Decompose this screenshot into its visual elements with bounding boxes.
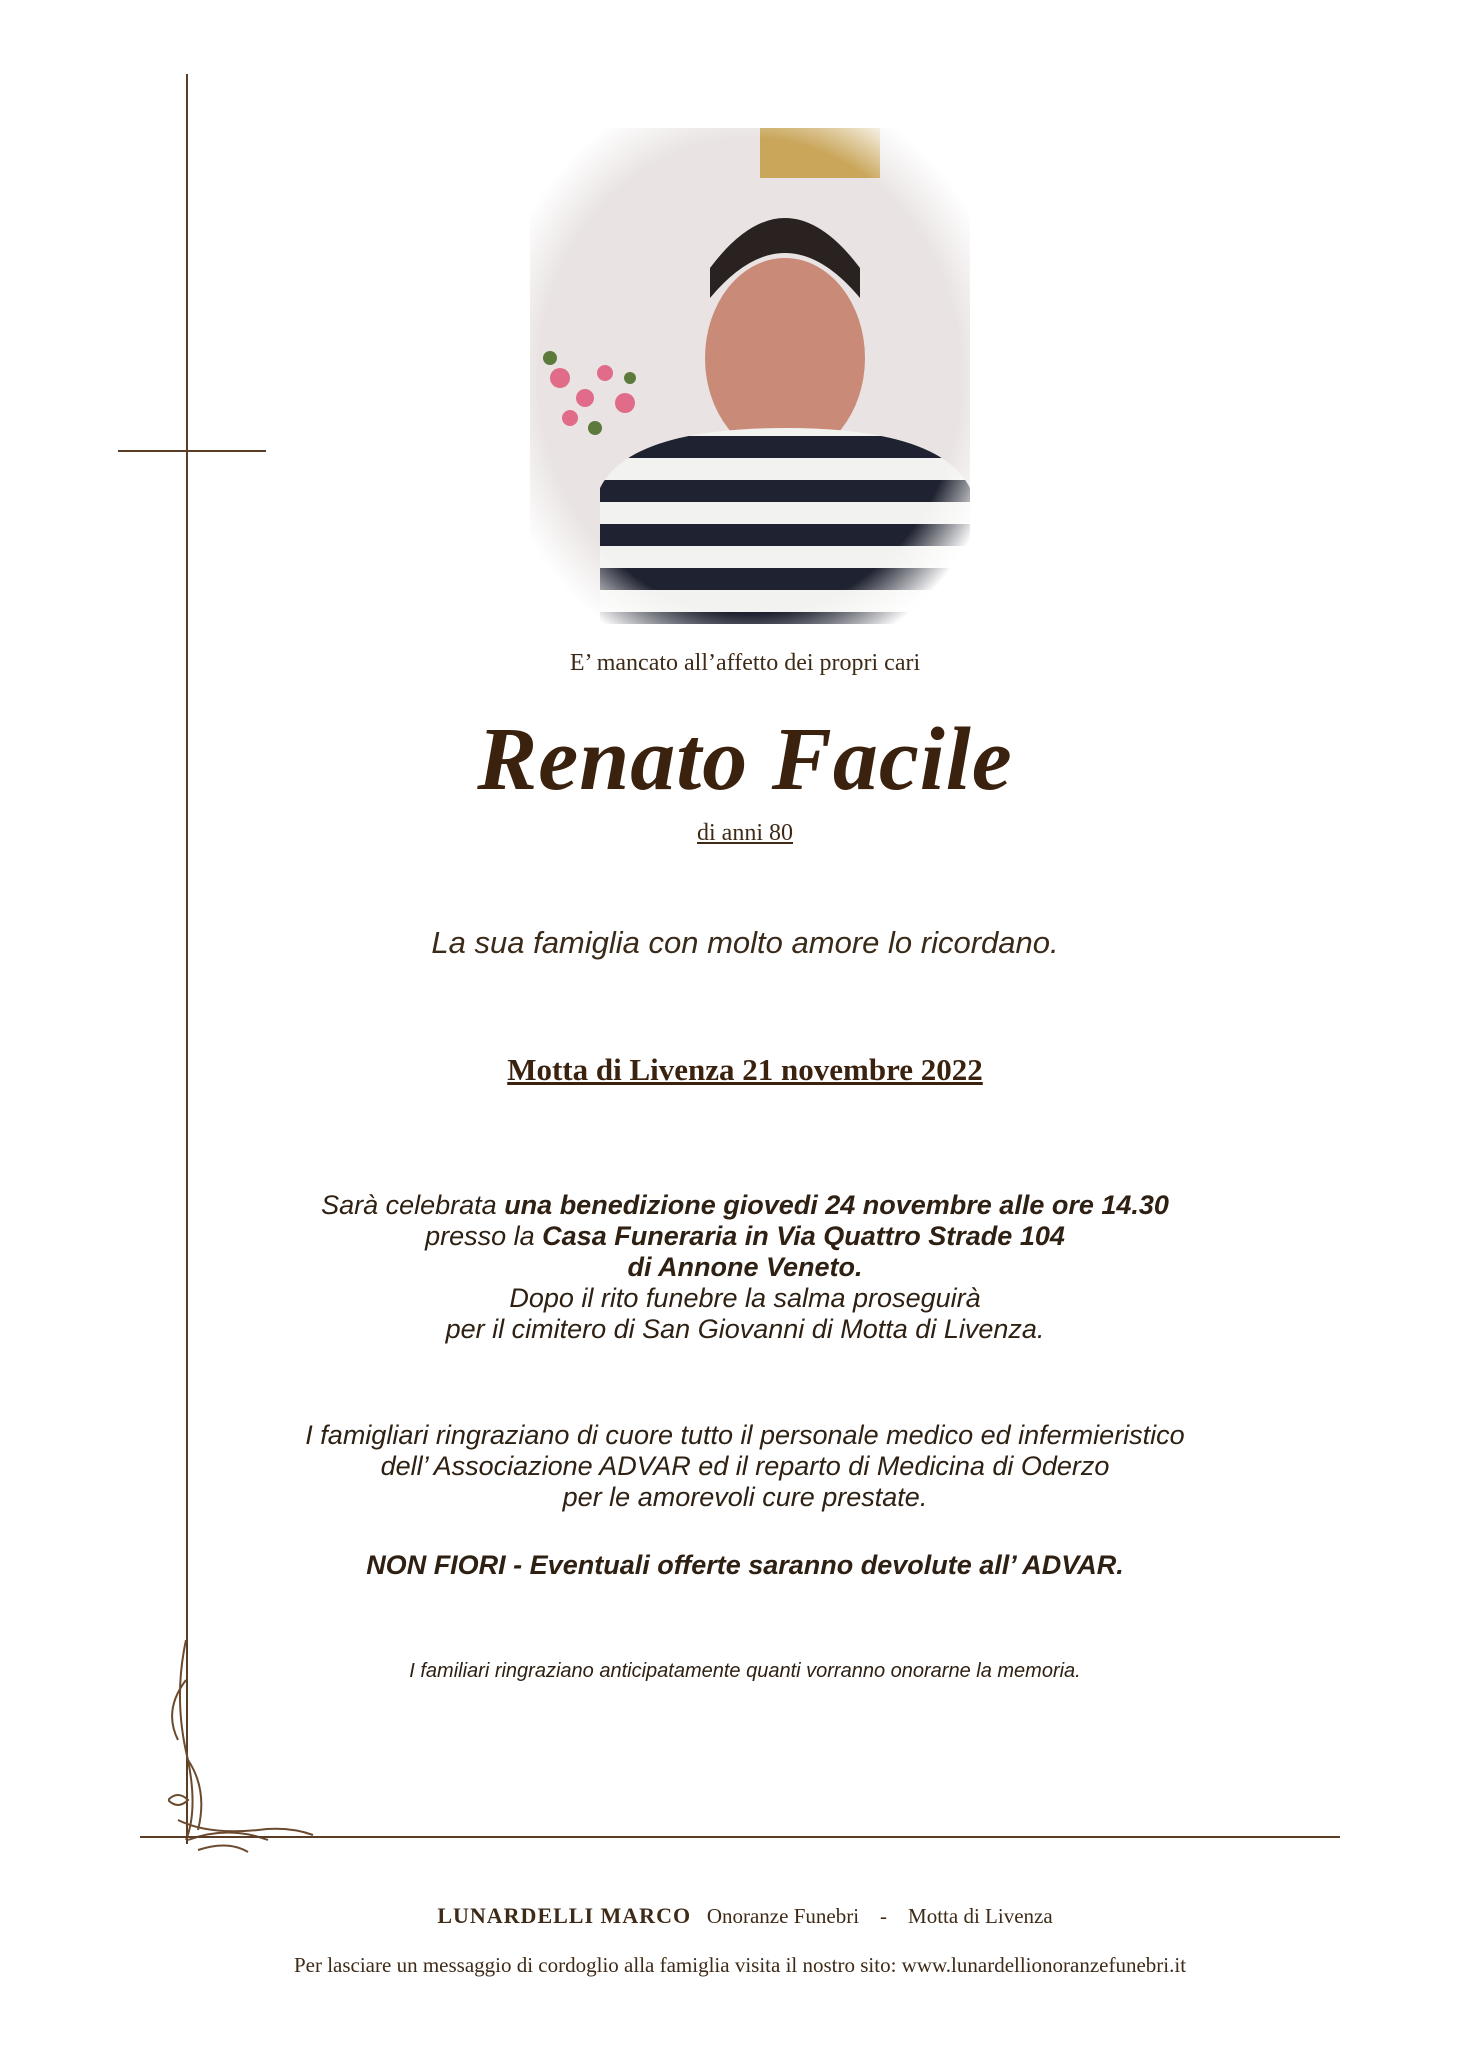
ceremony-line-2-plain: presso la <box>425 1221 543 1251</box>
cross-horizontal-bar <box>118 450 266 452</box>
agency-line <box>250 1903 1240 1929</box>
agency-name: LUNARDELLI MARCO <box>437 1903 692 1928</box>
ceremony-line-3-bold: di Annone Veneto. <box>627 1252 863 1282</box>
memory-text: La sua famiglia con molto amore lo ricordano. <box>431 925 1059 960</box>
agency-separator: - <box>880 1904 888 1928</box>
place-date: Motta di Livenza 21 novembre 2022 <box>507 1052 983 1087</box>
ceremony-line-1 <box>250 1190 1240 1221</box>
ceremony-line-1-bold: una benedizione giovedi 24 novembre alle ore 14.30 <box>504 1190 1169 1220</box>
agency-city: Motta di Livenza <box>908 1904 1053 1928</box>
no-flowers-notice: NON FIORI - Eventuali offerte saranno devolute all’ ADVAR. <box>366 1550 1124 1580</box>
ceremony-line-5: per il cimitero di San Giovanni di Motta di Livenza. <box>445 1314 1045 1344</box>
footer-divider <box>140 1836 1340 1838</box>
agency-service: Onoranze Funebri <box>706 1904 860 1928</box>
ceremony-details <box>250 1190 1240 1345</box>
ceremony-line-2 <box>250 1221 1240 1252</box>
ceremony-line-3 <box>250 1252 1240 1283</box>
thanks-line-1: I famigliari ringraziano di cuore tutto il personale medico ed infermieristico <box>305 1420 1185 1450</box>
thanks-line-3: per le amorevoli cure prestate. <box>562 1482 928 1512</box>
age-text: di anni 80 <box>697 820 793 846</box>
condolence-message-line: Per lasciare un messaggio di cordoglio alla famiglia visita il nostro sito: www.lunardellionoranzefunebri.it <box>293 1953 1187 1977</box>
ceremony-line-4: Dopo il rito funebre la salma proseguirà <box>509 1283 981 1313</box>
thanks-line-2: dell’ Associazione ADVAR ed il reparto di Medicina di Oderzo <box>380 1451 1110 1481</box>
thanks-text <box>250 1420 1240 1513</box>
ceremony-line-1-plain: Sarà celebrata <box>321 1190 505 1220</box>
deceased-portrait-photo <box>530 128 970 624</box>
cross-vertical-bar <box>186 74 188 1844</box>
honor-memory-text: I familiari ringraziano anticipatamente quanti vorranno onorarne la memoria. <box>409 1660 1081 1682</box>
floral-ornament <box>168 1640 318 1860</box>
ceremony-line-2-bold: Casa Funeraria in Via Quattro Strade 104 <box>542 1221 1065 1251</box>
intro-text: E’ mancato all’affetto dei propri cari <box>569 650 921 676</box>
deceased-name: Renato Facile <box>477 710 1013 809</box>
